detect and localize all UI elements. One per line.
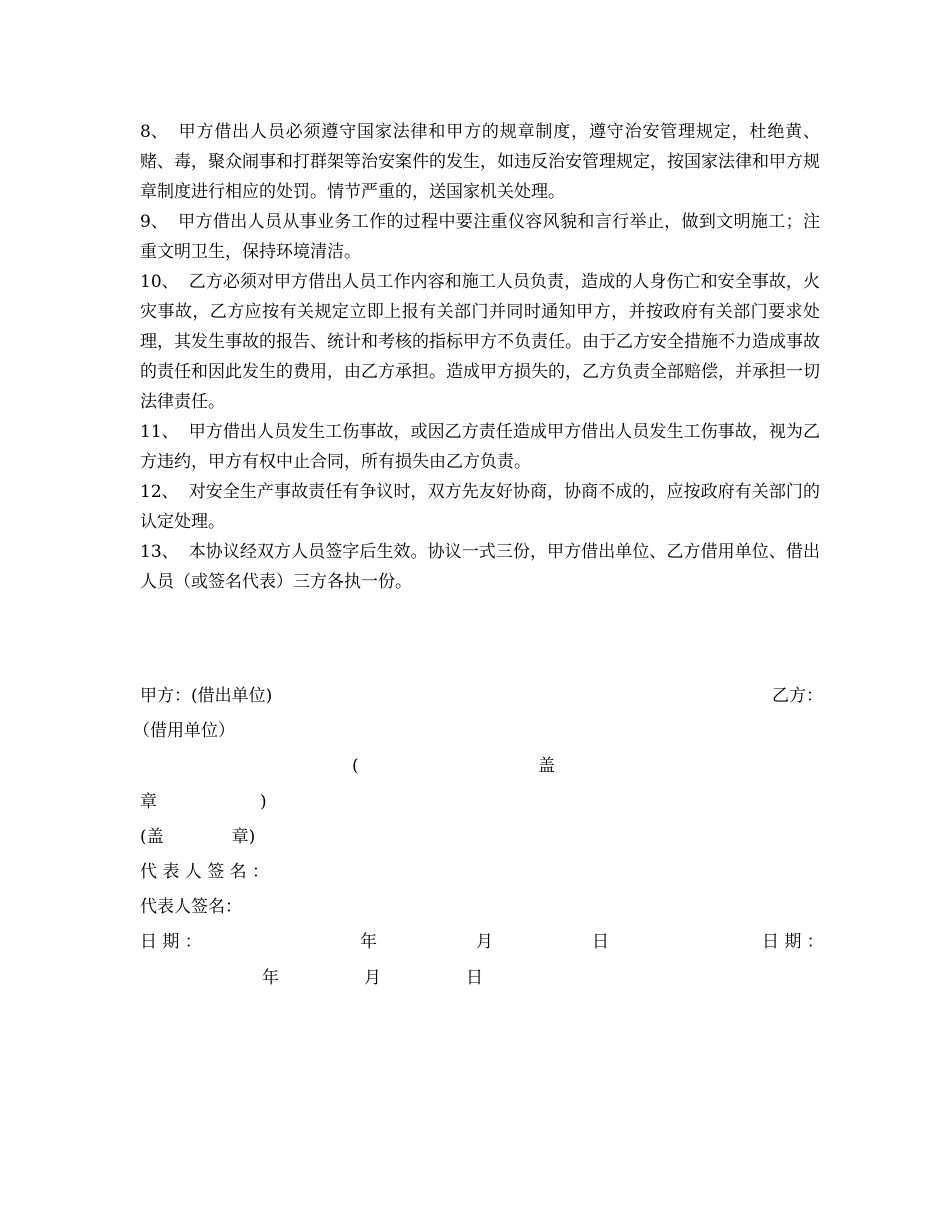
clause-text: 甲方借出人员从事业务工作的过程中要注重仪容风貌和言行举止，做到文明施工；注重文明卫生，保持环境清洁。 xyxy=(140,212,820,262)
clause-12 xyxy=(140,477,820,537)
party-b-date-label: 日 期 ： xyxy=(762,932,824,952)
contract-clauses xyxy=(140,117,820,597)
party-a-date-day: 日 xyxy=(592,932,609,952)
clause-10 xyxy=(140,267,820,417)
clause-text: 本协议经双方人员签字后生效。协议一式三份，甲方借出单位、乙方借用单位、借出人员（或签名代表）三方各执一份。 xyxy=(140,542,820,592)
party-b-unit: （借用单位） xyxy=(133,721,235,741)
clause-number: 11、 xyxy=(140,422,179,442)
party-a-representative-signature: 代 表 人 签 名 ： xyxy=(140,862,270,882)
clause-number: 9、 xyxy=(140,212,168,232)
party-a-date-label: 日 期 ： xyxy=(140,932,202,952)
clause-text: 对安全生产事故责任有争议时，双方先友好协商，协商不成的，应按政府有关部门的认定处理。 xyxy=(140,482,820,532)
party-b-date-month: 月 xyxy=(364,968,381,988)
clause-text: 甲方借出人员发生工伤事故，或因乙方责任造成甲方借出人员发生工伤事故，视为乙方违约，甲方有权中止合同，所有损失由乙方负责。 xyxy=(140,422,820,472)
party-a-date-year: 年 xyxy=(360,932,377,952)
clause-11 xyxy=(140,417,820,477)
seal-open-paren: ( xyxy=(352,756,359,776)
seal-char-gai: 盖 xyxy=(538,756,555,776)
clause-9 xyxy=(140,207,820,267)
clause-8 xyxy=(140,117,820,207)
clause-13 xyxy=(140,537,820,597)
party-b-date-day: 日 xyxy=(466,968,483,988)
party-b-representative-signature: 代表人签名： xyxy=(140,897,242,917)
party-b-label: 乙方： xyxy=(772,686,823,706)
party-a-date-month: 月 xyxy=(476,932,493,952)
clause-number: 8、 xyxy=(140,122,168,142)
clause-number: 10、 xyxy=(140,272,179,292)
clause-number: 13、 xyxy=(140,542,179,562)
clause-number: 12、 xyxy=(140,482,179,502)
party-b-seal: (盖 章) xyxy=(140,827,256,847)
seal-char-zhang: 章 xyxy=(140,792,157,812)
party-a-label: 甲方：(借出单位) xyxy=(140,686,273,706)
clause-text: 乙方必须对甲方借出人员工作内容和施工人员负责，造成的人身伤亡和安全事故，火灾事故，乙方应按有关规定立即上报有关部门并同时通知甲方，并按政府有关部门要求处理，其发生事故的报告、统计和考核的指标甲方不负责任。由于乙方安全措施不力造成事故的责任和因此发生的费用，由乙方承担。造成甲方损失的，乙方负责全部赔偿，并承担一切法律责任。 xyxy=(140,272,820,412)
seal-close-paren: ) xyxy=(260,792,267,812)
clause-text: 甲方借出人员必须遵守国家法律和甲方的规章制度，遵守治安管理规定，杜绝黄、赌、毒，聚众闹事和打群架等治安案件的发生，如违反治安管理规定，按国家法律和甲方规章制度进行相应的处罚。情节严重的，送国家机关处理。 xyxy=(140,122,820,202)
party-b-date-year: 年 xyxy=(262,968,279,988)
